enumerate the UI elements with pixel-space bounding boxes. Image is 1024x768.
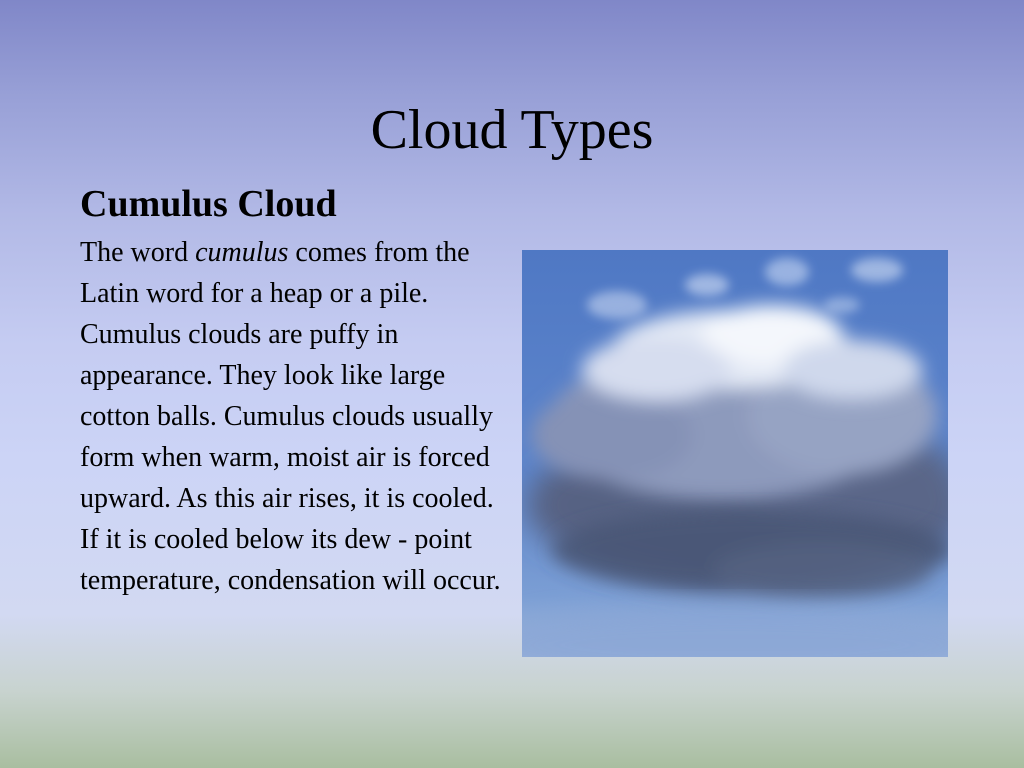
small-cloud-puff (824, 297, 860, 313)
paragraph-rest: comes from the Latin word for a heap or a pile. Cumulus clouds are puffy in appearance. They look like large cotton balls. Cumulus clouds usually form when warm, moist air is forced upward. As this air rises, it is cooled. If it is cooled below its dew - point temperature, condensation will occur. (80, 237, 501, 596)
small-cloud-puff (587, 291, 647, 319)
small-cloud-puff (685, 274, 729, 296)
paragraph-intro: The word (80, 237, 196, 268)
small-cloud-puff (851, 258, 903, 282)
section-subtitle: Cumulus Cloud (80, 183, 337, 225)
small-cloud-puff (765, 258, 809, 286)
cumulus-cloud-image (522, 250, 948, 657)
body-paragraph (80, 232, 512, 601)
paragraph-italic-term: cumulus (195, 237, 289, 268)
slide-title: Cloud Types (370, 99, 654, 161)
